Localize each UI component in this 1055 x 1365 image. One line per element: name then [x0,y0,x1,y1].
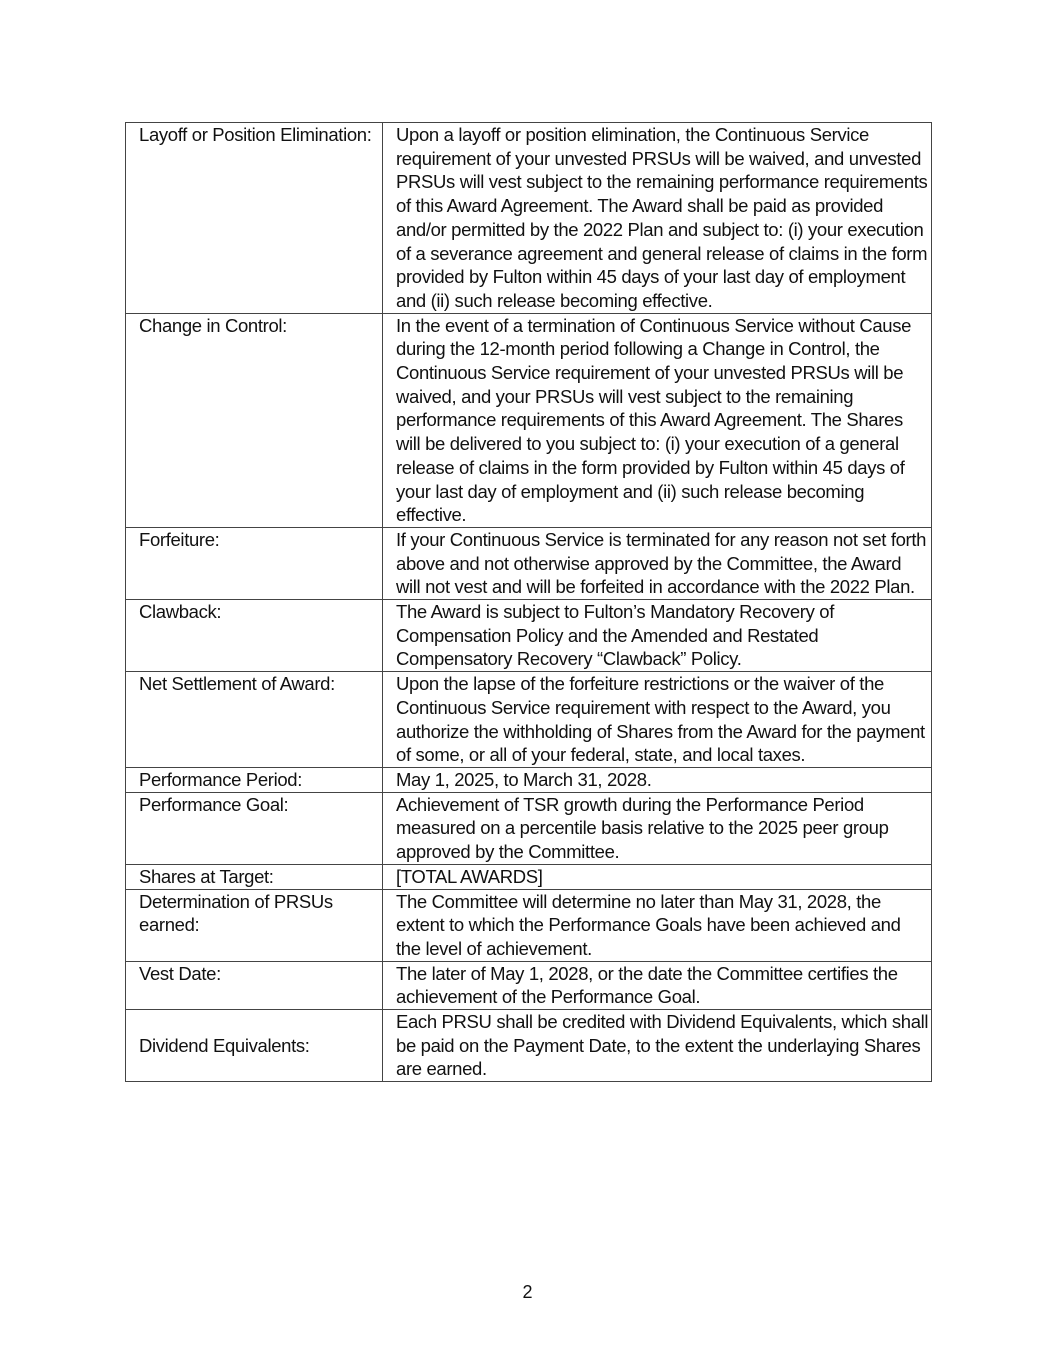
term-value: If your Continuous Service is terminated for any reason not set forth above and not otherwise approved by the Committee, the Award will not vest and will be forfeited in accordance with the 2022 Plan. [383,527,932,599]
term-value: [TOTAL AWARDS] [383,864,932,889]
term-value: Each PRSU shall be credited with Dividend Equivalents, which shall be paid on the Payment Date, to the extent the underlaying Shares are earned. [383,1010,932,1082]
term-label: Forfeiture: [126,527,383,599]
term-value: Upon the lapse of the forfeiture restrictions or the waiver of the Continuous Service requirement with respect to the Award, you authorize the withholding of Shares from the Award for the payment of some, or all of your federal, state, and local taxes. [383,672,932,768]
term-label: Dividend Equivalents: [126,1010,383,1082]
table-row [126,961,932,1009]
term-label: Determination of PRSUs earned: [126,889,383,961]
table-row [126,864,932,889]
table-row [126,672,932,768]
term-label: Net Settlement of Award: [126,672,383,768]
term-value: The Committee will determine no later than May 31, 2028, the extent to which the Performance Goals have been achieved and the level of achievement. [383,889,932,961]
table-row [126,600,932,672]
term-value: Achievement of TSR growth during the Performance Period measured on a percentile basis relative to the 2025 peer group approved by the Committee. [383,792,932,864]
term-value: Upon a layoff or position elimination, the Continuous Service requirement of your unvested PRSUs will be waived, and unvested PRSUs will vest subject to the remaining performance requirements of this Award Agreement. The Award shall be paid as provided and/or permitted by the 2022 Plan and subject to: (i) your execution of a severance agreement and general release of claims in the form provided by Fulton within 45 days of your last day of employment and (ii) such release becoming effective. [383,123,932,314]
term-value: In the event of a termination of Continuous Service without Cause during the 12-month period following a Change in Control, the Continuous Service requirement of your unvested PRSUs will be waived, and your PRSUs will vest subject to the remaining performance requirements of this Award Agreement. The Shares will be delivered to you subject to: (i) your execution of a general release of claims in the form provided by Fulton within 45 days of your last day of employment and (ii) such release becoming effective. [383,313,932,527]
table-row [126,792,932,864]
term-value: May 1, 2025, to March 31, 2028. [383,767,932,792]
table-row [126,123,932,314]
table-row [126,889,932,961]
table-row [126,767,932,792]
page-number: 2 [522,1282,533,1302]
term-label: Layoff or Position Elimination: [126,123,383,314]
term-label: Change in Control: [126,313,383,527]
award-terms-table [125,122,932,1082]
term-label: Performance Goal: [126,792,383,864]
term-label: Clawback: [126,600,383,672]
term-label: Performance Period: [126,767,383,792]
table-row [126,527,932,599]
table-row [126,1010,932,1082]
term-label: Shares at Target: [126,864,383,889]
term-value: The later of May 1, 2028, or the date the Committee certifies the achievement of the Performance Goal. [383,961,932,1009]
table-row [126,313,932,527]
term-value: The Award is subject to Fulton’s Mandatory Recovery of Compensation Policy and the Amended and Restated Compensatory Recovery “Clawback” Policy. [383,600,932,672]
term-label: Vest Date: [126,961,383,1009]
